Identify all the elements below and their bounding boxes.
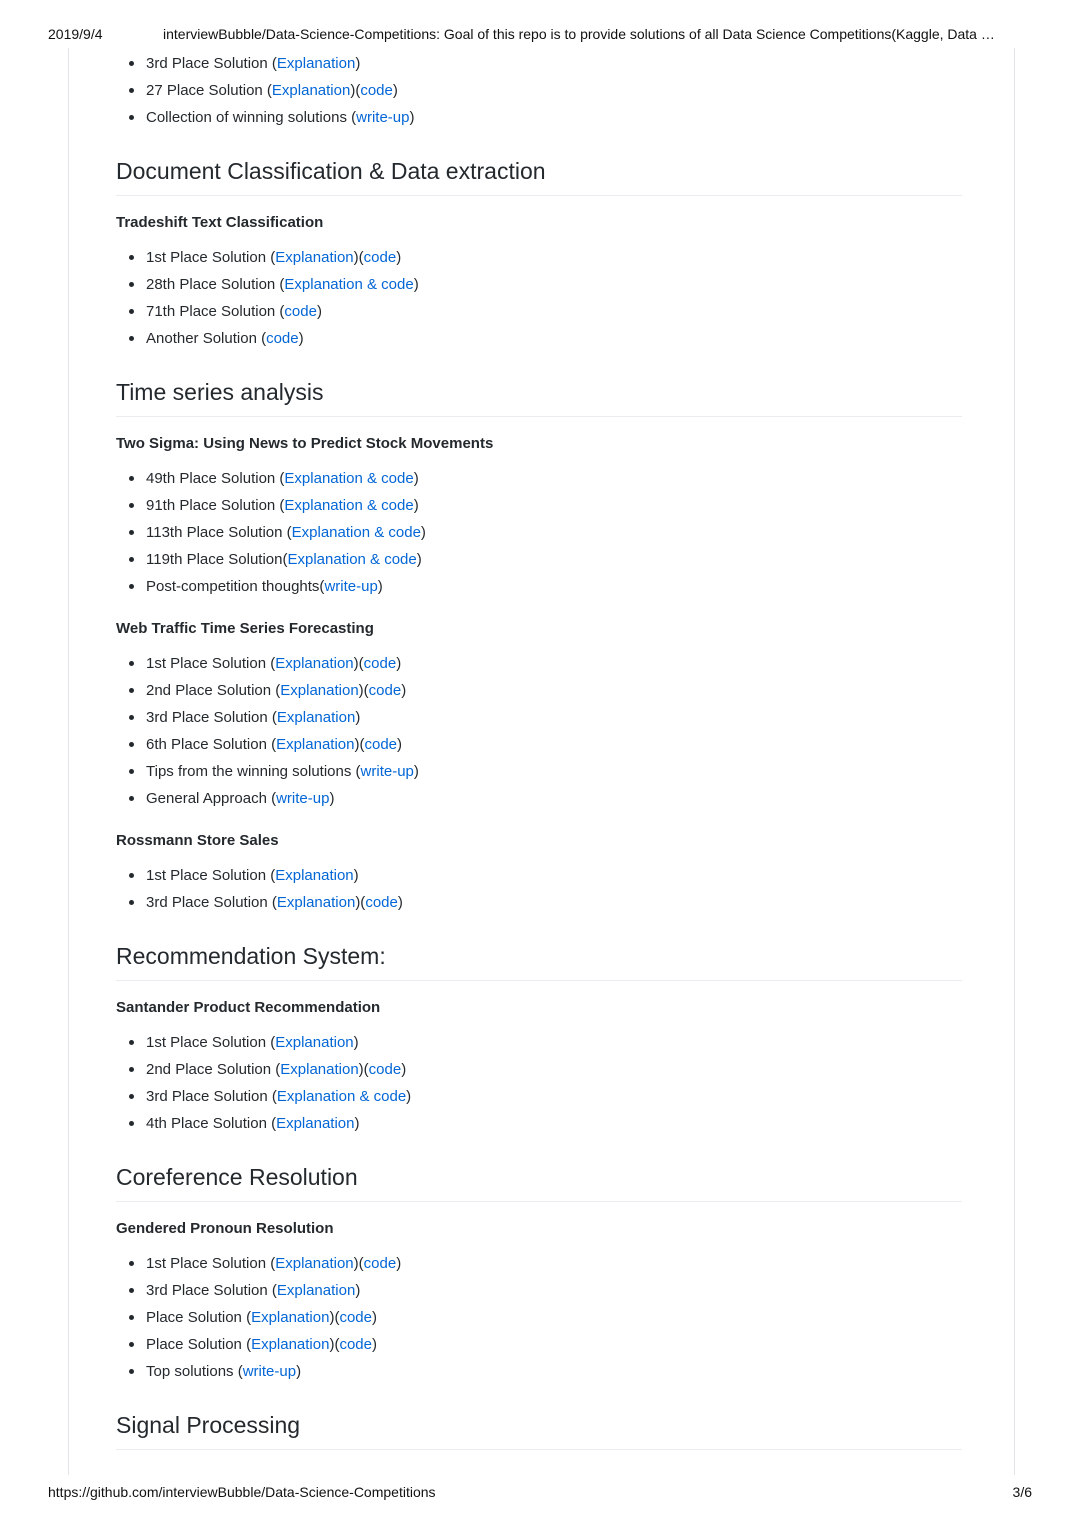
list-item [116,271,962,298]
link-explanation[interactable]: Explanation [276,709,356,726]
item-text: Top solutions ( [146,1363,243,1380]
item-text: Post-competition thoughts( [146,578,325,595]
item-text-tail: ) [298,330,304,347]
link-write-up[interactable]: write-up [356,109,410,126]
section-heading: Document Classification & Data extraction [116,155,962,196]
item-text: 3rd Place Solution ( [146,1282,277,1299]
item-text: 3rd Place Solution ( [146,894,277,911]
link-explanation[interactable]: Explanation [280,1061,359,1078]
solution-list [116,650,962,812]
subsection [116,618,962,812]
print-header [48,26,1032,46]
item-text: Collection of winning solutions ( [146,109,357,126]
list-item [116,650,962,677]
link-separator: )( [353,655,364,672]
item-text: Place Solution ( [146,1336,252,1353]
link-explanation[interactable]: Explanation [271,82,351,99]
list-item [116,298,962,325]
link-code[interactable]: code [368,1061,402,1078]
list-item [116,862,962,889]
item-text-tail: ) [401,1061,407,1078]
link-explanation[interactable]: Explanation [276,55,356,72]
item-text-tail: ) [409,109,415,126]
list-item [116,1250,962,1277]
list-item [116,244,962,271]
section [116,1409,962,1450]
list-item [116,677,962,704]
link-explanation[interactable]: Explanation [275,867,354,884]
list-item [116,519,962,546]
list-item [116,465,962,492]
item-text: 3rd Place Solution ( [146,709,277,726]
list-item [116,731,962,758]
item-text: 1st Place Solution ( [146,1034,276,1051]
item-text-tail: ) [377,578,383,595]
item-text-tail: ) [296,1363,302,1380]
section-heading: Recommendation System: [116,940,962,981]
link-separator: )( [353,249,364,266]
list-item [116,758,962,785]
section-heading: Coreference Resolution [116,1161,962,1202]
item-text-tail: ) [329,790,335,807]
link-explanation[interactable]: Explanation [275,1034,354,1051]
item-text: 6th Place Solution ( [146,736,277,753]
item-text: General Approach ( [146,790,277,807]
link-explanation-code[interactable]: Explanation & code [291,524,421,541]
item-text-tail: ) [420,524,426,541]
link-write-up[interactable]: write-up [276,790,330,807]
item-text-tail: ) [406,1088,412,1105]
subsection [116,830,962,916]
link-explanation[interactable]: Explanation [276,1282,356,1299]
item-text: 1st Place Solution ( [146,1255,276,1272]
print-page-number: 3/6 [1012,1484,1032,1500]
link-explanation-code[interactable]: Explanation & code [276,1088,407,1105]
item-text-tail: ) [355,55,361,72]
list-item [116,77,962,104]
link-code[interactable]: code [363,1255,397,1272]
top-list [116,50,962,131]
link-code[interactable]: code [364,736,398,753]
item-text-tail: ) [413,276,419,293]
link-explanation[interactable]: Explanation [276,736,355,753]
link-explanation-code[interactable]: Explanation & code [287,551,417,568]
link-code[interactable]: code [339,1336,372,1353]
item-text: 1st Place Solution ( [146,867,276,884]
list-item [116,492,962,519]
link-explanation[interactable]: Explanation [275,1255,354,1272]
section [116,376,962,916]
link-separator: )( [329,1336,340,1353]
item-text-tail: ) [392,82,398,99]
section-heading: Time series analysis [116,376,962,417]
link-explanation[interactable]: Explanation [276,1115,355,1132]
link-code[interactable]: code [363,249,397,266]
link-explanation[interactable]: Explanation [280,682,359,699]
link-separator: )( [353,1255,364,1272]
link-explanation-code[interactable]: Explanation & code [284,276,414,293]
competition-heading: Web Traffic Time Series Forecasting [116,620,374,637]
item-text-tail: ) [416,551,422,568]
item-text: 71th Place Solution ( [146,303,285,320]
list-item [116,1056,962,1083]
item-text-tail: ) [396,249,402,266]
item-text-tail: ) [316,303,322,320]
list-item [116,889,962,916]
print-url: https://github.com/interviewBubble/Data-Science-Competitions [48,1484,436,1500]
item-text: Tips from the winning solutions ( [146,763,361,780]
list-item [116,1277,962,1304]
item-text-tail: ) [354,1115,360,1132]
subsection [116,212,962,352]
item-text: 113th Place Solution ( [146,524,292,541]
link-code[interactable]: code [266,330,299,347]
link-code[interactable]: code [365,894,398,911]
list-item [116,785,962,812]
link-code[interactable]: code [360,82,393,99]
subsection [116,997,962,1137]
item-text-tail: ) [396,1255,402,1272]
item-text: 1st Place Solution ( [146,655,276,672]
item-text: 49th Place Solution ( [146,470,285,487]
link-separator: )( [358,1061,369,1078]
item-text: 3rd Place Solution ( [146,1088,277,1105]
link-explanation[interactable]: Explanation [251,1336,330,1353]
subsection [116,433,962,600]
link-write-up[interactable]: write-up [324,578,378,595]
link-separator: )( [329,1309,340,1326]
competition-heading: Gendered Pronoun Resolution [116,1220,334,1237]
list-item [116,1331,962,1358]
item-text-tail: ) [413,497,419,514]
readme-content [116,50,962,1466]
link-code[interactable]: code [368,682,402,699]
link-explanation[interactable]: Explanation [275,249,354,266]
link-separator: )( [350,82,361,99]
item-text: 2nd Place Solution ( [146,682,281,699]
list-item [116,50,962,77]
list-item [116,1304,962,1331]
list-item [116,1110,962,1137]
print-date: 2019/9/4 [48,26,103,42]
link-separator: )( [354,736,365,753]
solution-list [116,1250,962,1385]
item-text: Another Solution ( [146,330,267,347]
link-write-up[interactable]: write-up [242,1363,297,1380]
link-explanation[interactable]: Explanation [251,1309,330,1326]
solution-list [116,465,962,600]
item-text: 119th Place Solution( [146,551,288,568]
list-item [116,325,962,352]
item-text-tail: ) [413,470,419,487]
item-text-tail: ) [413,763,419,780]
item-text-tail: ) [401,682,407,699]
link-code[interactable]: code [363,655,397,672]
item-text: Place Solution ( [146,1309,252,1326]
competition-heading: Rossmann Store Sales [116,832,279,849]
link-code[interactable]: code [339,1309,372,1326]
list-item [116,1029,962,1056]
link-write-up[interactable]: write-up [360,763,414,780]
competition-heading: Tradeshift Text Classification [116,214,324,231]
list-item [116,1358,962,1385]
link-explanation-code[interactable]: Explanation & code [284,470,414,487]
item-text: 2nd Place Solution ( [146,1061,281,1078]
item-text: 4th Place Solution ( [146,1115,277,1132]
print-footer [48,1484,1032,1504]
link-separator: )( [355,894,366,911]
list-item [116,704,962,731]
list-item [116,573,962,600]
item-text-tail: ) [355,709,361,726]
link-separator: )( [358,682,369,699]
link-explanation[interactable]: Explanation [276,894,356,911]
section [116,155,962,352]
item-text-tail: ) [397,894,403,911]
list-item [116,546,962,573]
item-text-tail: ) [372,1309,377,1326]
item-text-tail: ) [397,736,403,753]
link-explanation-code[interactable]: Explanation & code [284,497,414,514]
solution-list [116,1029,962,1137]
item-text-tail: ) [353,867,359,884]
link-explanation[interactable]: Explanation [275,655,354,672]
list-item [116,1083,962,1110]
item-text-tail: ) [372,1336,377,1353]
solution-list [116,862,962,916]
item-text-tail: ) [355,1282,361,1299]
competition-heading: Two Sigma: Using News to Predict Stock Movements [116,435,494,452]
section [116,1161,962,1385]
section-heading: Signal Processing [116,1409,962,1450]
item-text: 91th Place Solution ( [146,497,285,514]
link-code[interactable]: code [284,303,317,320]
item-text: 1st Place Solution ( [146,249,276,266]
print-page-title: interviewBubble/Data-Science-Competitions: Goal of this repo is to provide solutions of all Data Science Competitions(Kaggle, Data … [163,26,995,42]
competition-heading: Santander Product Recommendation [116,999,381,1016]
subsection [116,1218,962,1385]
list-item [116,104,962,131]
section [116,940,962,1137]
item-text-tail: ) [353,1034,359,1051]
solution-list [116,244,962,352]
item-text: 3rd Place Solution ( [146,55,277,72]
item-text: 28th Place Solution ( [146,276,285,293]
item-text-tail: ) [396,655,402,672]
item-text: 27 Place Solution ( [146,82,272,99]
